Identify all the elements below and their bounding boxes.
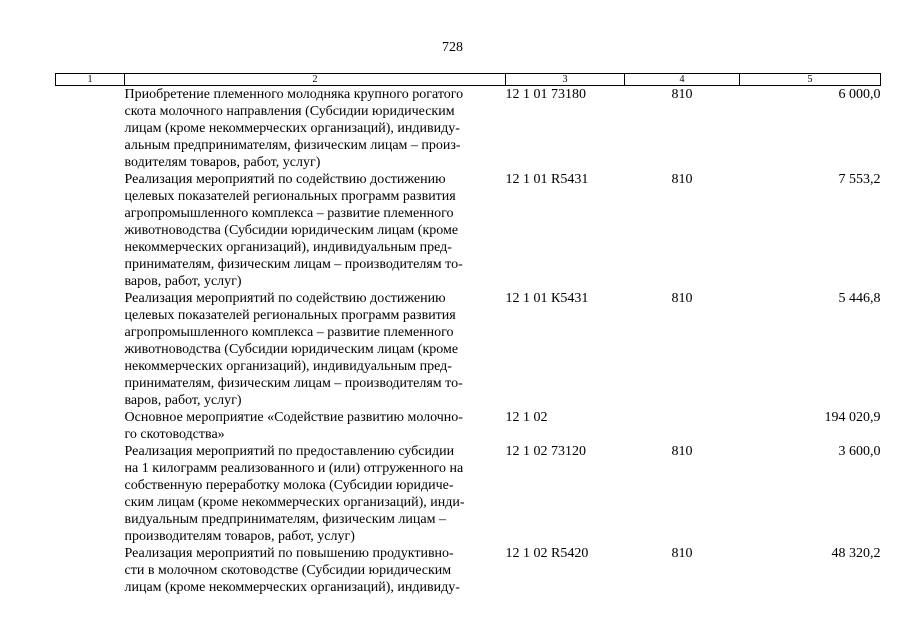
budget-table	[55, 73, 881, 596]
row-description: Реализация мероприятий по содействию достижению целевых показателей региональных программ развития агропромышленного комплекса – развитие племенного животноводства (Субсидии юридическим лицам (кроме некоммерческих организаций), индивидуальным пред- принимателям, физическим лицам – производителям то- варов, работ, услуг)	[124, 291, 463, 408]
row-description: Приобретение племенного молодняка крупного рогатого скота молочного направления (Субсидии юридическим лицам (кроме некоммерческих организаций), индивиду- альным предпринимателям, физическим лицам – произ- водителям товаров, работ, услуг)	[124, 87, 464, 170]
column-number-1: 1	[56, 74, 125, 86]
row-amount: 48 320,2	[831, 546, 881, 561]
row-amount: 5 446,8	[838, 291, 881, 306]
table-row	[56, 290, 881, 409]
row-code: 12 1 01 R5431	[505, 172, 589, 187]
column-number-row	[56, 74, 881, 86]
empty-cell	[56, 409, 125, 443]
row-expense-type: 810	[671, 172, 693, 187]
row-description: Реализация мероприятий по содействию достижению целевых показателей региональных программ развития агропромышленного комплекса – развитие племенного животноводства (Субсидии юридическим лицам (кроме некоммерческих организаций), индивидуальным пред- принимателям, физическим лицам – производителям то- варов, работ, услуг)	[124, 172, 463, 289]
table-row	[56, 409, 881, 443]
table-row	[56, 86, 881, 172]
row-description: Реализация мероприятий по повышению продуктивно- сти в молочном скотоводстве (Субсидии юридическим лицам (кроме некоммерческих организаций), индивиду-	[124, 546, 460, 595]
row-expense-type	[625, 409, 740, 443]
empty-cell	[56, 290, 125, 409]
table-row	[56, 443, 881, 545]
row-code: 12 1 02	[505, 410, 548, 425]
column-number-4: 4	[625, 74, 740, 86]
row-amount: 7 553,2	[838, 172, 881, 187]
row-expense-type: 810	[671, 444, 693, 459]
row-amount: 3 600,0	[838, 444, 881, 459]
row-code: 12 1 01 К5431	[505, 291, 589, 306]
row-code: 12 1 02 73120	[505, 444, 586, 459]
empty-cell	[56, 171, 125, 290]
table-row	[56, 545, 881, 596]
row-description: Реализация мероприятий по предоставлению субсидии на 1 килограмм реализованного и (или) отгруженного на собственную переработку молока (Субсидии юридиче- ским лицам (кроме некоммерческих организаций), инди- видуальным предпринимателям, физическим лицам – производителям товаров, работ, услуг)	[124, 444, 465, 544]
empty-cell	[56, 86, 125, 172]
page-number: 728	[442, 40, 463, 55]
column-number-5: 5	[740, 74, 881, 86]
row-code: 12 1 01 73180	[505, 87, 586, 102]
row-expense-type: 810	[671, 546, 693, 561]
row-amount: 6 000,0	[838, 87, 881, 102]
table-row	[56, 171, 881, 290]
empty-cell	[56, 545, 125, 596]
row-expense-type: 810	[671, 87, 693, 102]
row-amount: 194 020,9	[824, 410, 881, 425]
row-code: 12 1 02 R5420	[505, 546, 589, 561]
column-number-2: 2	[125, 74, 506, 86]
row-expense-type: 810	[671, 291, 693, 306]
row-description: Основное мероприятие «Содействие развитию молочно- го скотоводства»	[124, 410, 463, 442]
column-number-3: 3	[506, 74, 625, 86]
empty-cell	[56, 443, 125, 545]
